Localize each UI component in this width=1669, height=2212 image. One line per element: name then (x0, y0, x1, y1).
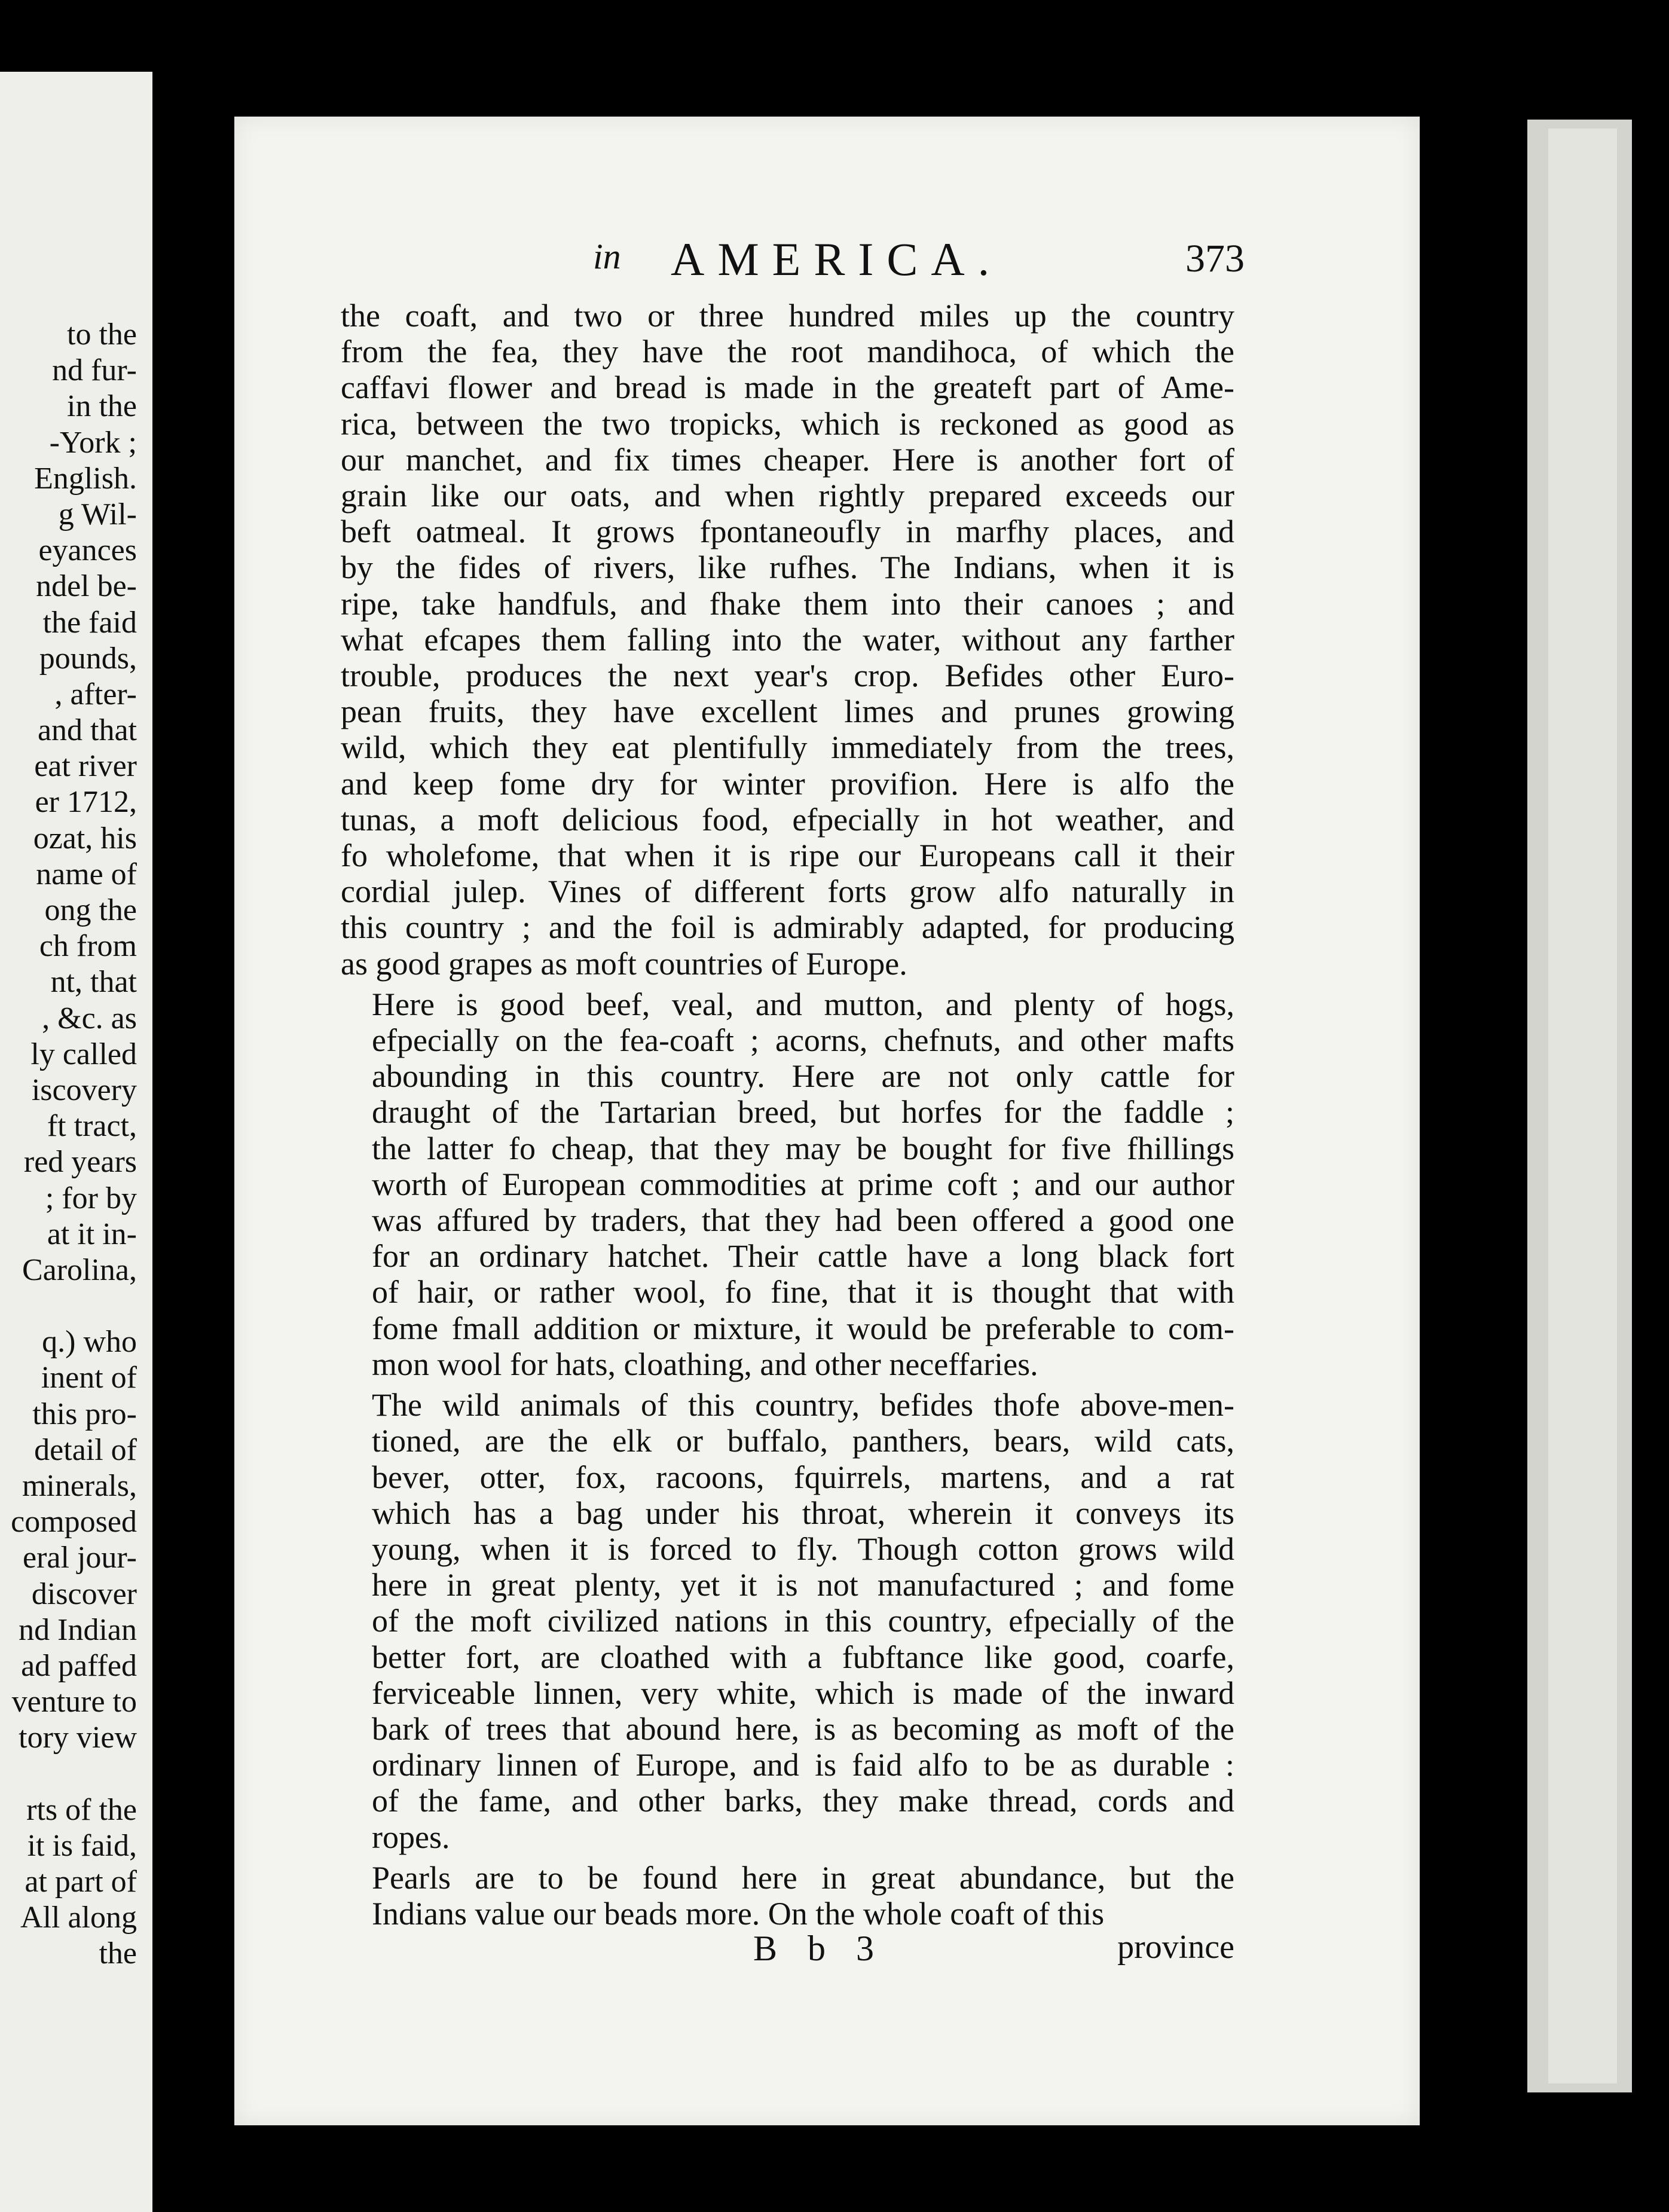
facing-page-line: nd fur- (52, 353, 137, 388)
text-line: wild, which they eat plentifully immediately from the trees, (341, 729, 1234, 766)
text-line: ferviceable linnen, very white, which is made of the inward (372, 1675, 1234, 1711)
facing-page-line: it is faid, (27, 1828, 137, 1863)
text-line: tunas, a moft delicious food, efpecially in hot weather, and (341, 801, 1234, 838)
text-line: worth of European commodities at prime coft ; and our author (372, 1166, 1234, 1202)
text-line: ropes. (372, 1819, 450, 1855)
facing-page-line: venture to (11, 1685, 137, 1719)
facing-page-line (11, 1756, 137, 1792)
paragraph (341, 298, 1234, 982)
text-line: grain like our oats, and when rightly prepared exceeds our (341, 478, 1234, 514)
text-line: trouble, produces the next year's crop. Befides other Euro- (341, 658, 1234, 694)
facing-page-line: at part of (25, 1865, 137, 1899)
facing-page-line: the (99, 1936, 137, 1971)
paragraph (341, 986, 1234, 1382)
text-line: cordial julep. Vines of different forts grow alfo naturally in (341, 873, 1234, 910)
body-text (341, 298, 1234, 1932)
paragraph (341, 1387, 1234, 1855)
running-head (234, 233, 1245, 290)
facing-page-line: to the (67, 317, 137, 352)
text-line: this country ; and the foil is admirably adapted, for producing (341, 909, 1234, 946)
facing-page-line: ch from (39, 929, 137, 964)
facing-page-line: g Wil- (58, 497, 137, 531)
facing-page-line: er 1712, (35, 785, 137, 820)
catchword: province (1117, 1929, 1234, 1966)
text-line: caffavi flower and bread is made in the greateft part of Ame- (341, 369, 1234, 406)
facing-page-line: eyances (38, 533, 137, 568)
facing-page-line: discover (31, 1576, 137, 1611)
facing-page-line: nd Indian (19, 1612, 137, 1647)
text-line: mon wool for hats, cloathing, and other neceffaries. (372, 1346, 1038, 1382)
text-line: for an ordinary hatchet. Their cattle have a long black fort (372, 1238, 1234, 1275)
facing-page-line: pounds, (39, 641, 137, 676)
text-line: of the fame, and other barks, they make thread, cords and (372, 1783, 1234, 1819)
text-line: better fort, are cloathed with a fubftance like good, coarfe, (372, 1639, 1234, 1675)
text-line: what efcapes them falling into the water, without any farther (341, 621, 1234, 658)
text-line: was affured by traders, that they had been offered a good one (372, 1202, 1234, 1239)
facing-page-line: ft tract, (47, 1109, 137, 1144)
page-footer (341, 1928, 1234, 1970)
text-line: Indians value our beads more. On the whole coaft of this (372, 1895, 1105, 1932)
text-line: fo wholefome, that when it is ripe our Europeans call it their (341, 838, 1234, 874)
text-line: from the fea, they have the root mandihoca, of which the (341, 334, 1234, 370)
text-line: of the moft civilized nations in this country, efpecially of the (372, 1603, 1234, 1639)
text-line: abounding in this country. Here are not only cattle for (372, 1058, 1234, 1095)
facing-page-line: , &c. as (42, 1001, 137, 1035)
text-line: our manchet, and fix times cheaper. Here is another fort of (341, 441, 1234, 478)
facing-page-left (0, 72, 152, 2212)
facing-page-line: eat river (34, 749, 137, 784)
facing-page-line: in the (67, 389, 137, 424)
facing-page-line: ndel be- (36, 569, 137, 604)
text-line: ordinary linnen of Europe, and is faid alfo to be as durable : (372, 1747, 1234, 1783)
text-line: draught of the Tartarian breed, but horfes for the faddle ; (372, 1094, 1234, 1131)
text-line: fome fmall addition or mixture, it would be preferable to com- (372, 1310, 1234, 1346)
facing-page-line: iscovery (31, 1073, 137, 1107)
text-line: young, when it is forced to fly. Though cotton grows wild (372, 1530, 1234, 1567)
text-line: which has a bag under his throat, wherein it conveys its (372, 1495, 1234, 1531)
text-line: rica, between the two tropicks, which is reckoned as good as (341, 405, 1234, 442)
text-line: bever, otter, fox, racoons, fquirrels, martens, and a rat (372, 1459, 1234, 1495)
page-edge-right-inner (1548, 129, 1617, 2083)
facing-page-line: q.) who (42, 1325, 137, 1359)
facing-page-line: the faid (42, 605, 137, 640)
facing-page-line: English. (34, 461, 137, 496)
page-number: 373 (1185, 237, 1245, 280)
text-line: of hair, or rather wool, fo fine, that it is thought that with (372, 1274, 1234, 1310)
text-line: The wild animals of this country, befides thofe above-men- (372, 1387, 1234, 1423)
facing-page-line: ozat, his (33, 821, 137, 856)
facing-page-line: minerals, (22, 1469, 137, 1503)
facing-page-line: ong the (44, 893, 137, 927)
facing-page-line: -York ; (49, 425, 137, 460)
text-line: Here is good beef, veal, and mutton, and plenty of hogs, (372, 986, 1234, 1022)
text-line: Pearls are to be found here in great abundance, but the (372, 1859, 1234, 1896)
facing-page-line: and that (37, 713, 137, 748)
facing-page-line: nt, that (50, 965, 137, 1000)
text-line: the latter fo cheap, that they may be bought for five fhillings (372, 1130, 1234, 1166)
facing-page-line: inent of (41, 1361, 137, 1395)
facing-page-line: eral jour- (23, 1541, 137, 1575)
facing-page-line: red years (23, 1145, 137, 1180)
text-line: pean fruits, they have excellent limes and prunes growing (341, 693, 1234, 730)
text-line: efpecially on the fea-coaft ; acorns, chefnuts, and other mafts (372, 1022, 1234, 1059)
facing-page-line: at it in- (47, 1217, 137, 1251)
paragraph (341, 1860, 1234, 1932)
text-line: as good grapes as moft countries of Europe. (341, 945, 907, 982)
facing-page-line: ; for by (45, 1181, 137, 1215)
text-line: bark of trees that abound here, is as becoming as moft of the (372, 1710, 1234, 1747)
text-line: beft oatmeal. It grows fpontaneoufly in marfhy places, and (341, 514, 1234, 550)
facing-page-line: this pro- (32, 1397, 137, 1431)
signature-mark: B b 3 (753, 1929, 885, 1968)
facing-page-line: tory view (19, 1721, 137, 1755)
text-line: by the fides of rivers, like rufhes. The Indians, when it is (341, 549, 1234, 586)
text-line: ripe, take handfuls, and fhake them into their canoes ; and (341, 585, 1234, 622)
running-head-prefix: in (593, 237, 621, 276)
facing-page-line: detail of (34, 1432, 137, 1467)
text-line: here in great plenty, yet it is not manufactured ; and fome (372, 1567, 1234, 1603)
facing-page-line: ad paffed (21, 1648, 137, 1683)
text-line: and keep fome dry for winter provifion. Here is alfo the (341, 765, 1234, 802)
facing-page-line: ly called (30, 1037, 137, 1071)
facing-page-line: composed (11, 1505, 137, 1539)
facing-page-line: All along (20, 1901, 137, 1935)
running-head-title: AMERICA. (671, 233, 1003, 285)
facing-page-line: Carolina, (22, 1252, 137, 1287)
facing-page-text-fragments (11, 317, 137, 1972)
text-line: tioned, are the elk or buffalo, panthers, bears, wild cats, (372, 1423, 1234, 1459)
facing-page-line: rts of the (26, 1792, 137, 1827)
facing-page-line: name of (36, 857, 137, 891)
facing-page-line (11, 1288, 137, 1324)
text-line: the coaft, and two or three hundred miles up the country (341, 298, 1234, 334)
facing-page-line: , after- (54, 677, 137, 711)
